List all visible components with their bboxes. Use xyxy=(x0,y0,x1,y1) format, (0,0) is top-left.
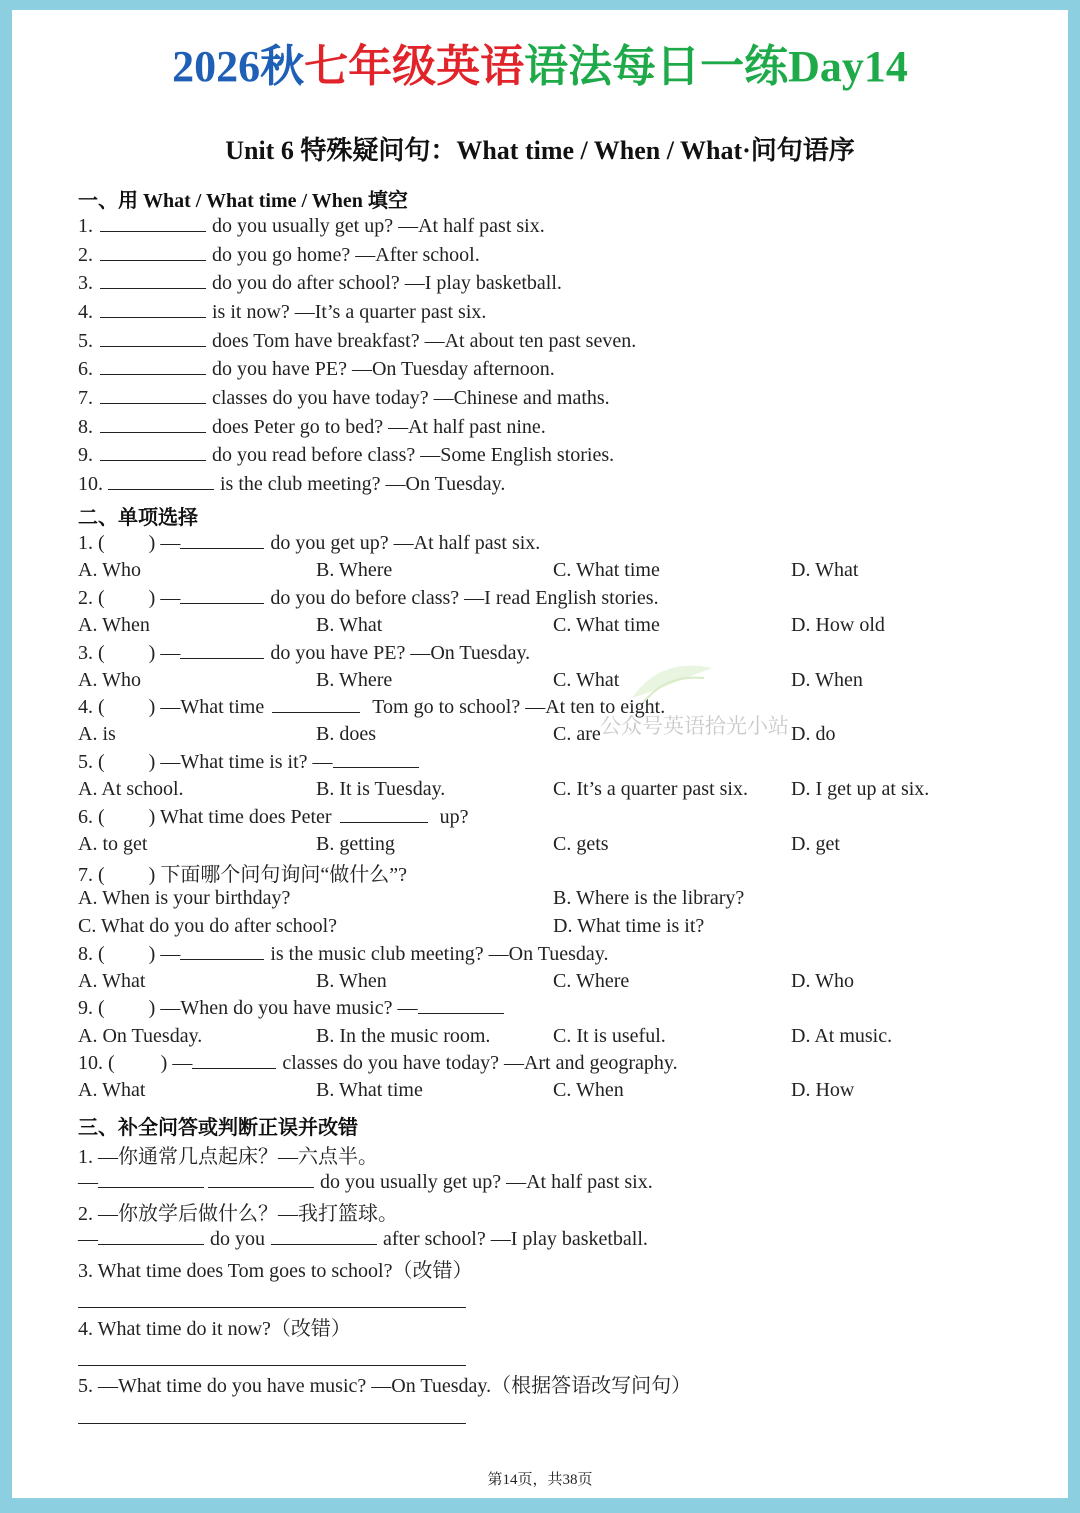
option-choice[interactable]: B. When xyxy=(316,970,387,992)
option-choice[interactable]: B. It is Tuesday. xyxy=(316,778,446,800)
question-stem: ) — xyxy=(160,1052,193,1074)
question-stem: ) — xyxy=(148,587,181,609)
question-stem: ) —When do you have music? — xyxy=(148,997,418,1019)
item-number: 8. xyxy=(78,416,93,438)
option-choice[interactable]: D. How xyxy=(791,1079,855,1101)
question-number: 9. ( xyxy=(78,997,105,1019)
option-choice[interactable]: C. What xyxy=(553,669,620,691)
answer-blank[interactable] xyxy=(180,941,264,960)
fill-item xyxy=(78,356,555,384)
answer-blank[interactable] xyxy=(100,213,206,232)
option-choice[interactable]: C. It’s a quarter past six. xyxy=(553,778,748,800)
option-choice[interactable]: D. I get up at six. xyxy=(791,778,930,800)
mc-question xyxy=(78,995,504,1023)
option-choice[interactable]: D. do xyxy=(791,723,836,745)
option-choice[interactable]: A. Who xyxy=(78,559,141,581)
unit-subtitle: Unit 6 特殊疑问句：What time / When / What·问句语序 xyxy=(225,136,855,165)
item-text: do you usually get up? —At half past six. xyxy=(212,215,545,237)
question-number: 4. ( xyxy=(78,696,105,718)
option-choice[interactable]: A. When is your birthday? xyxy=(78,887,291,909)
item-number: 6. xyxy=(78,358,93,380)
answer-blank[interactable] xyxy=(180,530,264,549)
mc-question xyxy=(78,585,659,613)
option-choice[interactable]: C. are xyxy=(553,723,601,745)
question-number: 5. ( xyxy=(78,751,105,773)
section-2-heading xyxy=(78,501,198,529)
question-stem: ) —What time is it? — xyxy=(148,751,333,773)
question-number: 2. ( xyxy=(78,587,105,609)
item-number: 9. xyxy=(78,444,93,466)
item-number: 1. xyxy=(78,215,93,237)
fill-item xyxy=(78,328,636,356)
question-text: 3. What time does Tom goes to school?（改错） xyxy=(78,1260,473,1282)
answer-blank[interactable] xyxy=(418,995,504,1014)
answer-blank[interactable] xyxy=(100,328,206,347)
item-text: is it now? —It’s a quarter past six. xyxy=(212,301,487,323)
mc-question xyxy=(78,804,468,832)
section-3-q1-answer xyxy=(78,1169,653,1197)
option-choice[interactable]: A. At school. xyxy=(78,778,184,800)
option-choice[interactable]: A. is xyxy=(78,723,116,745)
option-choice[interactable]: B. What xyxy=(316,614,383,636)
question-text: 5. —What time do you have music? —On Tuesday.（根据答语改写问句） xyxy=(78,1375,692,1397)
option-choice[interactable]: A. What xyxy=(78,970,146,992)
question-text: 1. —你通常几点起床？—六点半。 xyxy=(78,1146,378,1168)
answer-blank[interactable] xyxy=(272,694,360,713)
item-number: 10. xyxy=(78,473,103,495)
mc-question xyxy=(78,1050,678,1078)
question-number: 6. ( xyxy=(78,806,105,828)
option-choice[interactable]: C. Where xyxy=(553,970,630,992)
option-choice[interactable]: C. It is useful. xyxy=(553,1025,666,1047)
answer-blank[interactable] xyxy=(108,471,214,490)
question-stem: ) 下面哪个问句询问“做什么”? xyxy=(148,864,407,886)
mc-question xyxy=(78,530,540,558)
item-number: 2. xyxy=(78,244,93,266)
item-text: do you read before class? —Some English stories. xyxy=(212,444,615,466)
section-heading-text: 二、单项选择 xyxy=(78,507,198,529)
option-choice[interactable]: B. does xyxy=(316,723,376,745)
answer-blank[interactable] xyxy=(100,442,206,461)
question-number: 10. ( xyxy=(78,1052,115,1074)
option-choice[interactable]: B. getting xyxy=(316,833,395,855)
fill-item xyxy=(78,471,505,499)
answer-blank[interactable] xyxy=(340,804,428,823)
item-number: 4. xyxy=(78,301,93,323)
item-text: classes do you have today? —Chinese and maths. xyxy=(212,387,610,409)
answer-blank[interactable] xyxy=(100,414,206,433)
answer-blank[interactable] xyxy=(100,385,206,404)
mc-question xyxy=(78,694,665,722)
section-3-q5 xyxy=(78,1369,691,1397)
section-3-q1-cn xyxy=(78,1140,378,1168)
account-watermark: 公众号英语拾光小站 xyxy=(600,714,789,738)
fill-item xyxy=(78,442,614,470)
answer-blank[interactable] xyxy=(100,299,206,318)
section-3-q2-cn xyxy=(78,1197,398,1225)
worksheet-page xyxy=(12,10,1068,1498)
section-3-q2-answer xyxy=(78,1226,648,1254)
option-choice[interactable]: B. Where is the library? xyxy=(553,887,745,909)
question-stem: do you do before class? —I read English stories. xyxy=(270,587,659,609)
option-choice[interactable]: C. gets xyxy=(553,833,609,855)
item-number: 7. xyxy=(78,387,93,409)
section-3-heading xyxy=(78,1111,358,1139)
question-stem: up? xyxy=(439,806,469,828)
question-number: 8. ( xyxy=(78,943,105,965)
title-year: 2026秋 xyxy=(172,42,305,91)
fill-item xyxy=(78,414,546,442)
option-choice[interactable]: D. What xyxy=(791,559,859,581)
item-text: do you do after school? —I play basketball. xyxy=(212,272,562,294)
option-choice[interactable]: A. On Tuesday. xyxy=(78,1025,203,1047)
question-number: 7. ( xyxy=(78,864,105,886)
option-choice[interactable]: D. get xyxy=(791,833,840,855)
mc-question xyxy=(78,749,419,777)
question-stem: ) — xyxy=(148,943,181,965)
question-stem: ) — xyxy=(148,642,181,664)
item-text: do you go home? —After school. xyxy=(212,244,480,266)
leaf-watermark-icon xyxy=(624,658,720,706)
section-1-heading xyxy=(78,184,408,212)
option-choice[interactable]: C. When xyxy=(553,1079,624,1101)
question-text: after school? —I play basketball. xyxy=(383,1228,648,1250)
option-choice[interactable]: C. What do you do after school? xyxy=(78,915,338,937)
option-choice[interactable]: D. How old xyxy=(791,614,885,636)
option-choice[interactable]: C. What time xyxy=(553,559,660,581)
option-choice[interactable]: D. Who xyxy=(791,970,854,992)
answer-blank[interactable] xyxy=(100,270,206,289)
title-grade: 七年级英语 xyxy=(304,42,525,91)
fill-item xyxy=(78,213,545,241)
question-stem: ) —What time xyxy=(148,696,265,718)
answer-blank[interactable] xyxy=(208,1169,314,1188)
question-stem: ) What time does Peter xyxy=(148,806,332,828)
question-stem: is the music club meeting? —On Tuesday. xyxy=(270,943,609,965)
answer-line[interactable] xyxy=(78,1307,466,1308)
item-text: do you have PE? —On Tuesday afternoon. xyxy=(212,358,555,380)
option-choice[interactable]: A. to get xyxy=(78,833,148,855)
title-topic: 语法每日一练Day14 xyxy=(524,42,908,91)
dash: — xyxy=(78,1171,98,1193)
answer-blank[interactable] xyxy=(192,1050,276,1069)
item-text: is the club meeting? —On Tuesday. xyxy=(220,473,506,495)
answer-blank[interactable] xyxy=(98,1169,204,1188)
mc-question xyxy=(78,941,608,969)
answer-blank[interactable] xyxy=(333,749,419,768)
answer-blank[interactable] xyxy=(98,1226,204,1245)
item-number: 5. xyxy=(78,330,93,352)
answer-line[interactable] xyxy=(78,1423,466,1424)
question-text: 4. What time do it now?（改错） xyxy=(78,1318,351,1340)
fill-item xyxy=(78,270,562,298)
question-text: 2. —你放学后做什么？—我打篮球。 xyxy=(78,1203,398,1225)
section-heading-text: 一、用 What / What time / When 填空 xyxy=(78,190,408,212)
item-text: does Tom have breakfast? —At about ten past seven. xyxy=(212,330,637,352)
answer-blank[interactable] xyxy=(180,585,264,604)
mc-question xyxy=(78,858,407,886)
question-text: do you usually get up? —At half past six. xyxy=(320,1171,653,1193)
section-3-q3 xyxy=(78,1254,472,1282)
answer-blank[interactable] xyxy=(100,356,206,375)
question-number: 3. ( xyxy=(78,642,105,664)
question-stem: classes do you have today? —Art and geography. xyxy=(282,1052,678,1074)
question-number: 1. ( xyxy=(78,532,105,554)
option-choice[interactable]: A. What xyxy=(78,1079,146,1101)
option-choice[interactable]: B. Where xyxy=(316,559,393,581)
section-3-q4 xyxy=(78,1312,351,1340)
item-text: does Peter go to bed? —At half past nine. xyxy=(212,416,546,438)
option-choice[interactable]: C. What time xyxy=(553,614,660,636)
question-stem: ) — xyxy=(148,532,181,554)
answer-blank[interactable] xyxy=(100,242,206,261)
option-choice[interactable]: D. At music. xyxy=(791,1025,893,1047)
option-choice[interactable]: A. When xyxy=(78,614,150,636)
answer-blank[interactable] xyxy=(271,1226,377,1245)
item-number: 3. xyxy=(78,272,93,294)
answer-line[interactable] xyxy=(78,1365,466,1366)
option-choice[interactable]: A. Who xyxy=(78,669,141,691)
page-number: 第14页，共38页 xyxy=(487,1472,593,1488)
question-stem: Tom go to school? —At ten to eight. xyxy=(372,696,666,718)
mc-question xyxy=(78,640,530,668)
dash: — xyxy=(78,1228,98,1250)
option-choice[interactable]: D. What time is it? xyxy=(553,915,705,937)
fill-item xyxy=(78,242,480,270)
option-choice[interactable]: B. What time xyxy=(316,1079,423,1101)
question-text: do you xyxy=(210,1228,265,1250)
fill-item xyxy=(78,385,610,413)
question-stem: do you have PE? —On Tuesday. xyxy=(270,642,531,664)
answer-blank[interactable] xyxy=(180,640,264,659)
option-choice[interactable]: B. Where xyxy=(316,669,393,691)
worksheet-title xyxy=(12,30,1068,94)
fill-item xyxy=(78,299,486,327)
question-stem: do you get up? —At half past six. xyxy=(270,532,541,554)
option-choice[interactable]: D. When xyxy=(791,669,863,691)
option-choice[interactable]: B. In the music room. xyxy=(316,1025,491,1047)
section-heading-text: 三、补全问答或判断正误并改错 xyxy=(78,1117,358,1139)
